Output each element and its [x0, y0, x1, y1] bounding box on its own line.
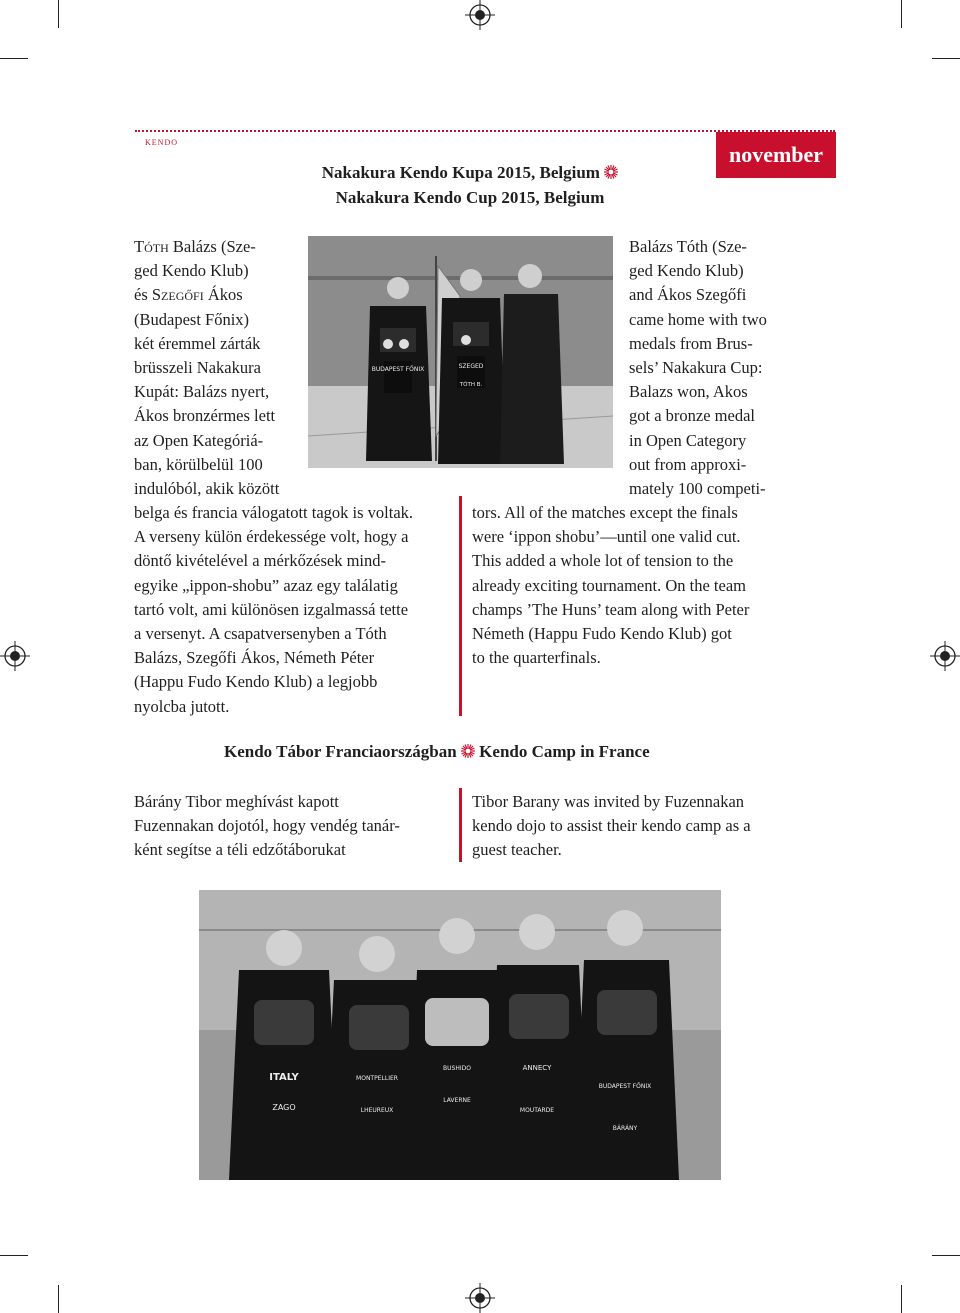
- text-line: Tibor Barany was invited by Fuzennakan: [472, 792, 745, 811]
- text-line: és Szegőfi Ákos: [134, 285, 243, 305]
- column-divider: [459, 496, 462, 716]
- text-line: belga és francia válogatott tagok is voltak.: [134, 503, 414, 522]
- registration-mark-icon: [930, 641, 960, 671]
- article1-en-text: [629, 235, 829, 501]
- crop-mark: [58, 1285, 59, 1313]
- photo-tare-text: ANNECY: [522, 1064, 552, 1072]
- crop-mark: [932, 58, 960, 59]
- text-line: (Happu Fudo Kendo Klub) a legjobb: [134, 672, 378, 692]
- crop-mark: [932, 1255, 960, 1256]
- text-line: a versenyt. A csapatversenyben a Tóth: [134, 624, 387, 644]
- article1-en-text-continued: [472, 501, 832, 670]
- article1-title-en: [230, 188, 710, 208]
- text-line: Fuzennakan dojotól, hogy vendég tanár-: [134, 816, 400, 836]
- text-line: champs ’The Huns’ team along with Peter: [472, 599, 750, 619]
- text-line: came home with two: [629, 309, 767, 329]
- text-line: to the quarterfinals.: [472, 648, 601, 668]
- text-line: nyolcba jutott.: [134, 696, 230, 716]
- text-line: tartó volt, ami különösen izgalmassá tette: [134, 599, 409, 619]
- photo-tare-text: BUDAPEST FŐNIX: [598, 1083, 652, 1090]
- text-line: ged Kendo Klub): [629, 261, 744, 281]
- photo-tare-text: BUSHIDO: [443, 1065, 471, 1072]
- text-line: mately 100 competi-: [629, 479, 766, 499]
- article2-photo: [199, 890, 721, 1180]
- photo-tare-text: LAVERNE: [443, 1097, 471, 1104]
- photo-tare-text: BUDAPEST FŐNIX: [371, 366, 425, 373]
- text-line: Bárány Tibor meghívást kapott: [134, 792, 339, 811]
- text-line: egyike „ippon-shobu” azaz egy találatig: [134, 575, 398, 595]
- photo-tare-text: MOUTARDE: [519, 1107, 555, 1114]
- registration-mark-icon: [465, 0, 495, 30]
- text-line: (Budapest Főnix): [134, 309, 250, 329]
- text-line: A verseny külön érdekessége volt, hogy a: [134, 527, 409, 547]
- text-line: Balazs won, Akos: [629, 382, 748, 402]
- photo-kendo-teachers: [199, 890, 721, 1180]
- text-line: döntő kivételével a mérkőzések mind-: [134, 551, 386, 571]
- crop-mark: [0, 1255, 28, 1256]
- month-badge: [716, 132, 836, 178]
- text-line: kendo dojo to assist their kendo camp as a: [472, 816, 751, 836]
- article2-title-hu: Kendo Tábor Franciaországban: [224, 742, 457, 761]
- text-line: az Open Kategóriá-: [134, 430, 264, 450]
- month-label: november: [728, 142, 824, 167]
- crop-mark: [0, 58, 28, 59]
- photo-tare-text: TÓTH B.: [459, 382, 483, 388]
- crop-mark: [901, 0, 902, 28]
- text-line: indulóból, akik között: [134, 479, 280, 499]
- sunburst-icon: [461, 744, 475, 758]
- text-line: sels’ Nakakura Cup:: [629, 358, 763, 378]
- text-line: guest teacher.: [472, 840, 562, 860]
- article1-hu-text: [134, 235, 304, 501]
- photo-tare-text: BÁRÁNY: [612, 1125, 638, 1132]
- text-line: Kupát: Balázs nyert,: [134, 382, 270, 402]
- text-line: Tóth Balázs (Sze-: [134, 237, 256, 256]
- text-line: out from approxi-: [629, 454, 747, 474]
- text-line: and Ákos Szegőfi: [629, 285, 747, 305]
- photo-tare-text: SZEGED: [458, 363, 484, 370]
- article1-photo: [308, 236, 613, 468]
- article2-hu-text: [134, 790, 454, 863]
- photo-tare-text: ZAGO: [272, 1103, 296, 1112]
- sunburst-icon: [604, 165, 618, 179]
- column-divider: [459, 788, 462, 862]
- crop-mark: [58, 0, 59, 28]
- photo-tare-text: MONTPELLIER: [356, 1075, 398, 1082]
- article2-title: [224, 742, 744, 762]
- text-line: Németh (Happu Fudo Kendo Klub) got: [472, 624, 732, 644]
- text-line: tors. All of the matches except the finals: [472, 503, 738, 522]
- article1-hu-text-continued: [134, 501, 454, 719]
- registration-mark-icon: [0, 641, 30, 671]
- article1-title-hu: [230, 163, 710, 183]
- text-line: két éremmel zárták: [134, 333, 261, 353]
- text-line: This added a whole lot of tension to the: [472, 551, 734, 571]
- crop-mark: [901, 1285, 902, 1313]
- text-line: Ákos bronzérmes lett: [134, 406, 276, 426]
- photo-tare-text: ITALY: [269, 1072, 299, 1083]
- text-line: ként segítse a téli edzőtáborukat: [134, 840, 346, 860]
- article1-title-en-text: Nakakura Kendo Cup 2015, Belgium: [335, 188, 605, 207]
- text-line: Balázs Tóth (Sze-: [629, 237, 747, 256]
- text-line: brüsszeli Nakakura: [134, 358, 261, 378]
- text-line: were ‘ippon shobu’—until one valid cut.: [472, 527, 741, 547]
- text-line: already exciting tournament. On the team: [472, 575, 746, 595]
- text-line: got a bronze medal: [629, 406, 755, 426]
- registration-mark-icon: [465, 1283, 495, 1313]
- text-line: in Open Category: [629, 430, 747, 450]
- photo-tare-text: LHEUREUX: [360, 1107, 394, 1114]
- text-line: medals from Brus-: [629, 333, 753, 353]
- article1-title-hu-text: Nakakura Kendo Kupa 2015, Belgium: [321, 163, 600, 182]
- article2-en-text: [472, 790, 832, 863]
- section-label: kendo: [145, 134, 178, 148]
- article2-title-en: Kendo Camp in France: [479, 742, 650, 761]
- photo-kendo-medalists: [308, 236, 613, 468]
- text-line: Balázs, Szegőfi Ákos, Németh Péter: [134, 648, 375, 668]
- text-line: ged Kendo Klub): [134, 261, 249, 281]
- text-line: ban, körülbelül 100: [134, 454, 263, 474]
